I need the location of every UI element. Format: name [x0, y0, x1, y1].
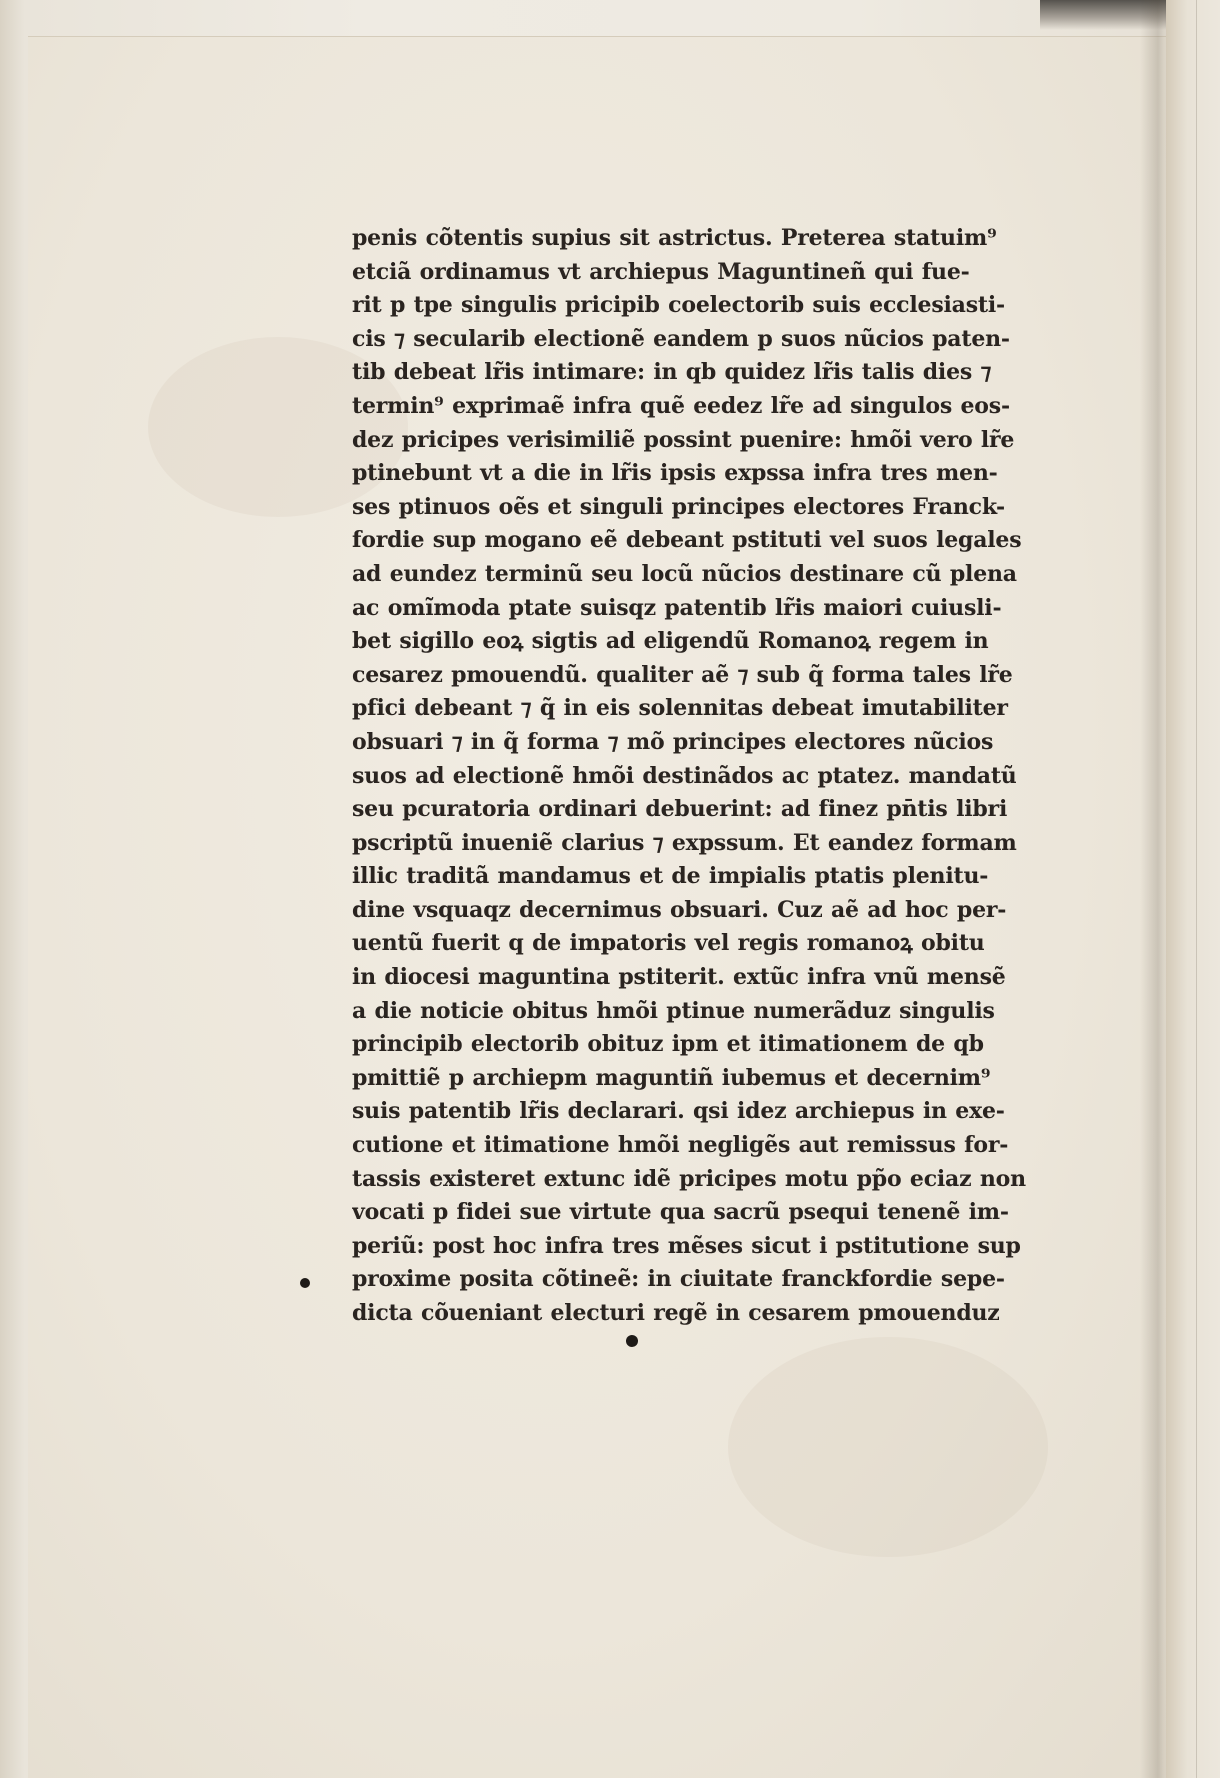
text-line: tib debeat lr̃is intimare: in qb quidez lr̃is talis dies ⁊ [352, 359, 992, 386]
text-line: a die noticie obitus hmõi ptinue numerãduz singulis [352, 997, 995, 1024]
text-line: obsuari ⁊ in q̃ forma ⁊ mõ principes electores nũcios [352, 728, 994, 755]
text-line: suis patentib lr̃is declarari. qsi idez archiepus in exe- [352, 1098, 1005, 1125]
text-line: cutione et itimatione hmõi negligẽs aut remissus for- [352, 1132, 1009, 1159]
blackletter-text-block [352, 222, 1042, 1331]
text-line: uentũ fuerit q de impatoris vel regis romanoꝝ obitu [352, 930, 985, 957]
paper-stain [728, 1337, 1048, 1557]
text-line: vocati p fidei sue virtute qua sacrũ psequi tenenẽ im- [352, 1199, 1009, 1226]
text-line: pfici debeant ⁊ q̃ in eis solennitas debeat imutabiliter [352, 695, 1008, 722]
text-line: illic traditã mandamus et de impialis ptatis plenitu- [352, 863, 989, 890]
text-line: rit p tpe singulis pricipib coelectorib suis ecclesiasti- [352, 292, 1005, 319]
text-line: periũ: post hoc infra tres mẽses sicut i pstitutione sup [352, 1232, 1021, 1259]
text-line: fordie sup mogano eẽ debeant pstituti vel suos legales [352, 527, 1022, 554]
text-line: pmittiẽ p archiepm maguntiñ iubemus et decernim⁹ [352, 1064, 991, 1091]
text-line: proxime posita cõtineẽ: in ciuitate franckfordie sepe- [352, 1266, 1005, 1293]
facing-page-edge [1166, 0, 1220, 1778]
text-line: in diocesi maguntina pstiterit. extũc infra vnũ mensẽ [352, 964, 1006, 991]
text-line: pscriptũ inueniẽ clarius ⁊ expssum. Et eandez formam [352, 829, 1017, 856]
text-line: suos ad electionẽ hmõi destinãdos ac ptatez. mandatũ [352, 762, 1017, 789]
text-line: cis ⁊ secularib electionẽ eandem p suos nũcios paten- [352, 325, 1010, 352]
text-line: seu pcuratoria ordinari debuerint: ad finez pn̄tis libri [352, 796, 1008, 823]
text-line: cesarez pmouendũ. qualiter aẽ ⁊ sub q̃ forma tales lr̃e [352, 661, 1013, 688]
text-line: ses ptinuos oẽs et singuli principes electores Franck- [352, 493, 1005, 520]
text-line: dez pricipes verisimiliẽ possint puenire: hmõi vero lr̃e [352, 426, 1015, 453]
text-line: bet sigillo eoꝝ sigtis ad eligendũ Romanoꝝ regem in [352, 628, 989, 655]
text-line: principib electorib obituz ipm et itimationem de qb [352, 1031, 984, 1058]
text-line: ad eundez terminũ seu locũ nũcios destinare cũ plena [352, 560, 1017, 587]
text-line: dicta cõueniant electuri regẽ in cesarem pmouenduz [352, 1300, 1000, 1326]
ink-dot [626, 1335, 638, 1347]
text-line: termin⁹ exprimaẽ infra quẽ eedez lr̃e ad singulos eos- [352, 392, 1010, 419]
text-line: dine vsquaqz decernimus obsuari. Cuz aẽ ad hoc per- [352, 896, 1007, 923]
text-line: etciã ordinamus vt archiepus Maguntineñ qui fue- [352, 258, 970, 285]
text-line: ac omĩmoda ptate suisqz patentib lr̃is maiori cuiusli- [352, 594, 1002, 621]
text-line: penis cõtentis supius sit astrictus. Preterea statuim⁹ [352, 225, 997, 251]
text-line: ptinebunt vt a die in lr̃is ipsis expssa infra tres men- [352, 460, 998, 487]
ink-dot [300, 1278, 310, 1288]
text-line: tassis existeret extunc idẽ pricipes motu pp̃o eciaz non [352, 1165, 1026, 1192]
facing-page-line [1196, 0, 1197, 1778]
